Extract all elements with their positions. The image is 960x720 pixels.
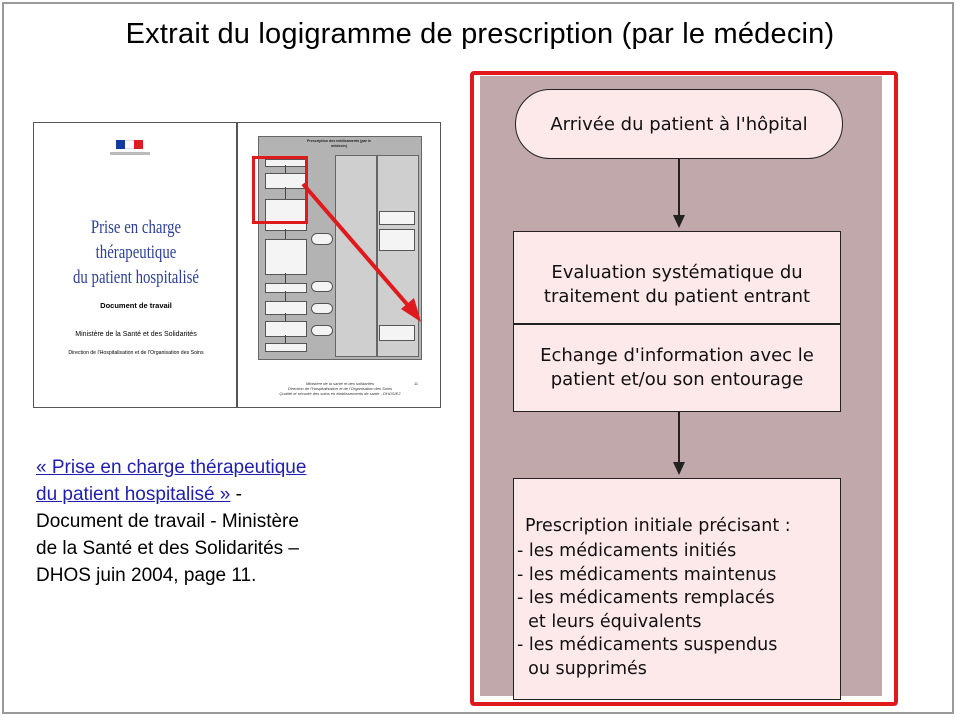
flow-list-item: - les médicaments maintenus <box>517 564 777 585</box>
footer-line: Qualité et sécurité des soins en établissements de santé - DHOS/E2 <box>279 391 401 396</box>
thumbnail-page-number: 11 <box>414 381 419 386</box>
flow-list-item: ou supprimés <box>517 658 647 679</box>
flow-start-label: Arrivée du patient à l'hôpital <box>550 113 808 135</box>
flow-text-line: Evaluation systématique du <box>551 262 803 283</box>
flow-list-item: - les médicaments remplacés <box>517 588 775 608</box>
slide-title: Extrait du logigramme de prescription (par le médecin) <box>125 18 835 50</box>
footer-line: Direction de l'Hospitalisation et de l'Organisation des Soins <box>287 386 393 391</box>
thumbnail-flow-title: Prescription des médicaments (par le médecin) <box>307 139 371 148</box>
flow-list-item: et leurs équivalents <box>517 611 702 632</box>
flow-list-item: - les médicaments suspendus <box>517 635 778 655</box>
cover-ministry: Ministère de la Santé et des Solidarités <box>75 331 197 338</box>
cover-direction: Direction de l'Hospitalisation et de l'Organisation des Soins <box>68 350 204 356</box>
flow-list-item: - les médicaments initiés <box>517 541 737 561</box>
pointer-line <box>303 184 412 310</box>
cover-document-type: Document de travail <box>100 301 172 310</box>
flow-text-line: traitement du patient entrant <box>543 286 811 307</box>
caption-dash: - <box>230 484 242 505</box>
flow-text-line: patient et/ou son entourage <box>550 369 804 390</box>
caption-line-3: de la Santé et des Solidarités – <box>36 538 300 559</box>
cover-title-line-2: du patient hospitalisé <box>73 267 199 288</box>
cover-title-line-1: Prise en charge thérapeutique <box>90 217 182 263</box>
flow-prescription-heading: Prescription initiale précisant : <box>525 516 791 536</box>
caption-line-2: Document de travail - Ministère <box>36 511 299 532</box>
flow-text-line: Echange d'information avec le <box>540 345 814 366</box>
link-line-1: « Prise en charge thérapeutique <box>36 457 307 478</box>
caption-line-4: DHOS juin 2004, page 11. <box>36 565 257 586</box>
link-line-2: du patient hospitalisé » <box>36 484 231 505</box>
footer-line: Ministère de la santé et des solidarités <box>305 381 375 386</box>
